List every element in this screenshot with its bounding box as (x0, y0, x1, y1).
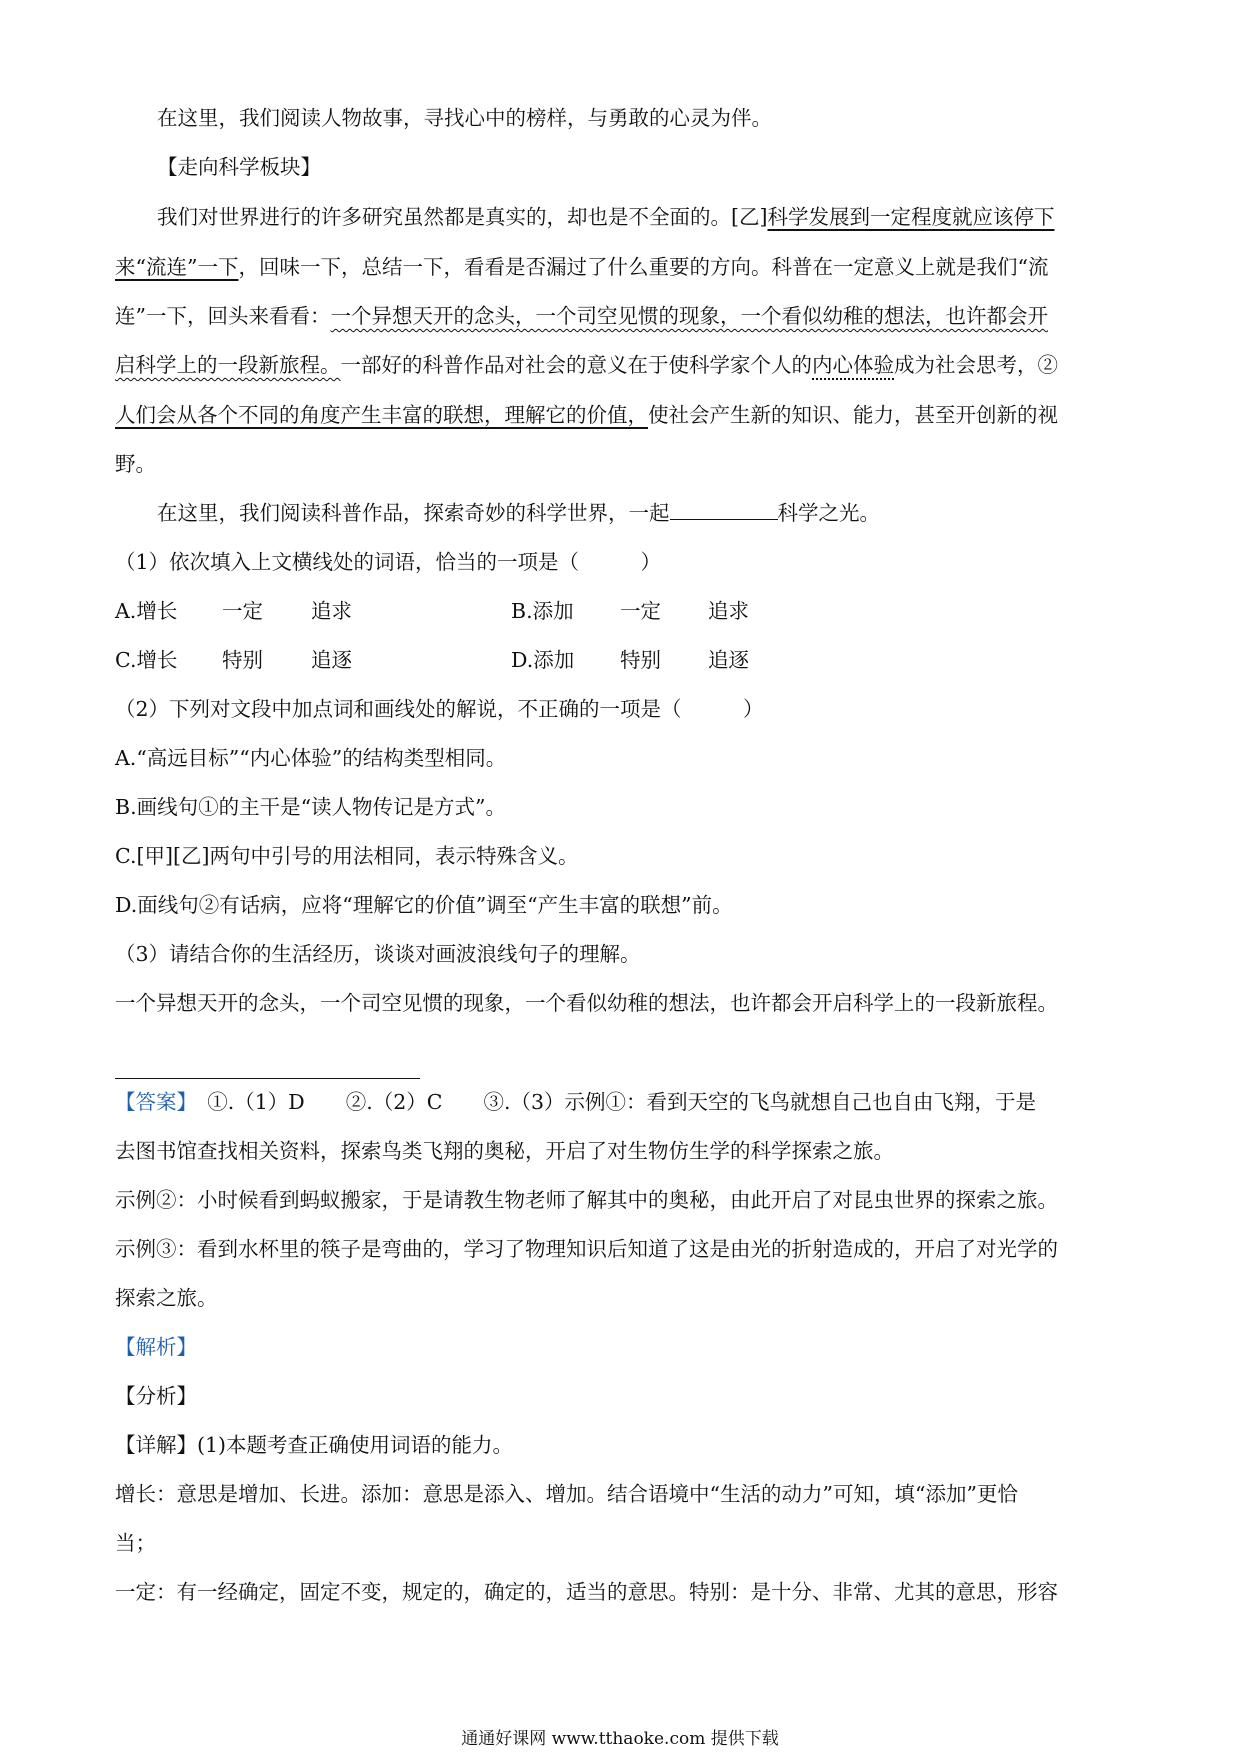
paragraph-intro: 在这里，我们阅读人物故事，寻找心中的榜样，与勇敢的心灵为伴。 (157, 106, 772, 130)
q1-option-d-word3: 追逐 (708, 648, 749, 672)
question-1-stem: （1）依次填入上文横线处的词语，恰当的一项是（ ） (115, 550, 662, 574)
separator-rule (115, 1078, 420, 1079)
q1-option-a-label: A.增长 (115, 599, 178, 623)
answer-tag: 【答案】 (115, 1090, 187, 1114)
q1-option-b-word3: 追求 (708, 599, 749, 623)
para-line-1: 我们对世界进行的许多研究虽然都是真实的，却也是不全面的。[乙]科学发展到一定程度就应该停下 (157, 205, 1055, 229)
underlined-sentence-yi: 科学发展到一定程度就应该停下 (767, 205, 1055, 229)
fenxi-tag: 【分析】 (115, 1384, 197, 1408)
answer-line-3: 示例②：小时候看到蚂蚁搬家，于是请教生物老师了解其中的奥秘，由此开启了对昆虫世界的探索之旅。 (115, 1188, 1058, 1212)
para-line-2: 来“流连”一下，回味一下，总结一下，看看是否漏过了什么重要的方向。科普在一定意义上就是我们“流 (115, 255, 1049, 279)
answer-line-5: 探索之旅。 (115, 1286, 218, 1310)
fill-blank (670, 499, 778, 520)
para-line-4: 启科学上的一段新旅程。一部好的科普作品对社会的意义在于使科学家个人的内心体验成为社会思考，② (115, 353, 1058, 377)
q1-option-c-word2: 特别 (222, 648, 263, 672)
q2-option-b: B.画线句①的主干是“读人物传记是方式”。 (115, 795, 507, 819)
q1-option-d-label: D.添加 (511, 648, 575, 672)
detail-line-4: 一定：有一经确定，固定不变，规定的，确定的，适当的意思。特别：是十分、非常、尤其的意思，形容 (115, 1580, 1058, 1604)
answer-line-4: 示例③：看到水杯里的筷子是弯曲的，学习了物理知识后知道了这是由光的折射造成的，开启了对光学的 (115, 1237, 1058, 1261)
wavy-sentence: 一个异想天开的念头，一个司空见惯的现象，一个看似幼稚的想法，也许都会开 (330, 304, 1048, 328)
detail-line-3: 当； (115, 1531, 156, 1555)
analysis-tag: 【解析】 (115, 1335, 197, 1359)
para-line-6: 野。 (115, 452, 156, 476)
para-line-5: 人们会从各个不同的角度产生丰富的联想，理解它的价值，使社会产生新的知识、能力，甚至开创新的视 (115, 403, 1058, 427)
dotted-word: 内心体验 (812, 353, 894, 377)
q3-sentence: 一个异想天开的念头，一个司空见惯的现象，一个看似幼稚的想法，也许都会开启科学上的一段新旅程。 (115, 991, 1058, 1015)
q1-option-b-word2: 一定 (620, 599, 661, 623)
answer-line-2: 去图书馆查找相关资料，探索鸟类飞翔的奥秘，开启了对生物仿生学的科学探索之旅。 (115, 1139, 894, 1163)
detail-line-1: 【详解】(1)本题考查正确使用词语的能力。 (115, 1433, 514, 1457)
q2-option-d: D.面线句②有话病，应将“理解它的价值”调至“产生丰富的联想”前。 (115, 893, 733, 917)
q1-option-b-label: B.添加 (511, 599, 574, 623)
page-footer: 通通好课网 www.tthaoke.com 提供下载 (461, 1729, 779, 1749)
question-2-stem: （2）下列对文段中加点词和画线处的解说，不正确的一项是（ ） (115, 697, 764, 721)
underlined-sentence-2: 人们会从各个不同的角度产生丰富的联想，理解它的价值， (115, 403, 648, 427)
answer-line-1: 【答案】 ①.（1）D ②.（2）C ③.（3）示例①：看到天空的飞鸟就想自己也自由飞翔，于是 (115, 1090, 1037, 1114)
q1-option-d-word2: 特别 (620, 648, 661, 672)
q1-option-a-word2: 一定 (222, 599, 263, 623)
q1-option-a-word3: 追求 (311, 599, 352, 623)
wavy-sentence-end: 启科学上的一段新旅程。 (115, 353, 341, 377)
q2-option-c: C.[甲][乙]两句中引号的用法相同，表示特殊含义。 (115, 844, 579, 868)
section-heading: 【走向科学板块】 (157, 155, 321, 179)
detail-line-2: 增长：意思是增加、长进。添加：意思是添入、增加。结合语境中“生活的动力”可知，填“添加”更恰 (115, 1482, 1018, 1506)
paragraph-fill: 在这里，我们阅读科普作品，探索奇妙的科学世界，一起 科学之光。 (157, 501, 880, 525)
q2-option-a: A.“高远目标”“内心体验”的结构类型相同。 (115, 746, 507, 770)
underlined-sentence-yi-end: 来“流连”一下 (115, 255, 239, 279)
q1-option-c-label: C.增长 (115, 648, 178, 672)
question-3-stem: （3）请结合你的生活经历，谈谈对画波浪线句子的理解。 (115, 942, 641, 966)
q1-option-c-word3: 追逐 (311, 648, 352, 672)
para-line-3: 连”一下，回头来看看：一个异想天开的念头，一个司空见惯的现象，一个看似幼稚的想法，也许都会开 (115, 304, 1048, 328)
